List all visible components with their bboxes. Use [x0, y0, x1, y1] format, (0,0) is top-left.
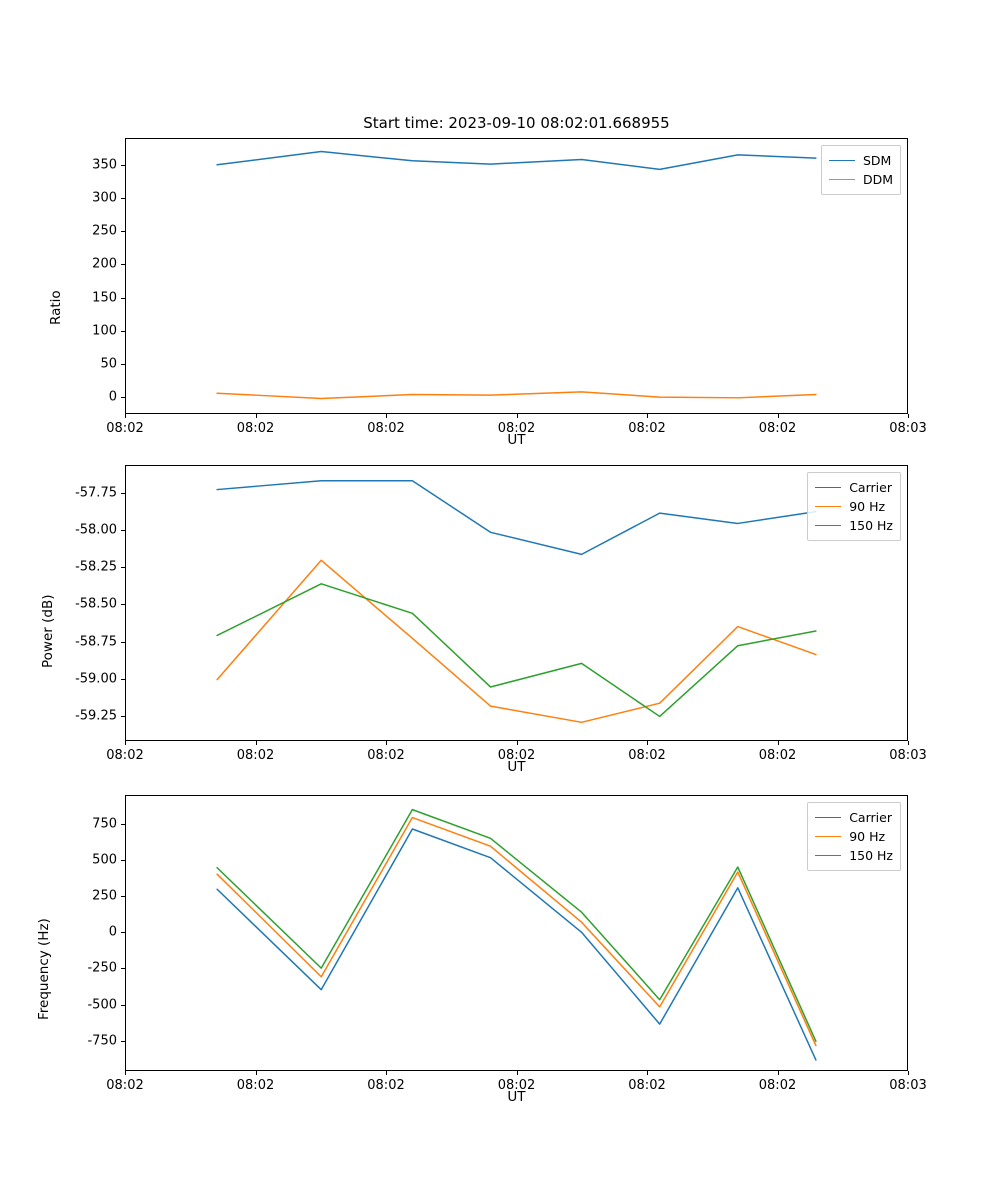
legend-swatch-icon	[815, 487, 841, 488]
x-tick-mark	[647, 741, 648, 745]
x-axis-label-power: UT	[507, 759, 526, 775]
y-tick-mark	[121, 1005, 125, 1006]
series-line	[217, 584, 816, 717]
series-line	[217, 392, 816, 399]
legend-item	[815, 497, 893, 516]
y-tick-label: -500	[87, 997, 117, 1013]
x-tick-mark	[908, 741, 909, 745]
x-tick-label: 08:02	[367, 421, 405, 436]
y-axis-label-ratio: Ratio	[48, 290, 64, 325]
x-tick-label: 08:02	[106, 1078, 144, 1093]
y-tick-mark	[121, 824, 125, 825]
axes-power	[125, 465, 908, 741]
y-tick-label: 150	[92, 290, 117, 306]
x-tick-label: 08:02	[367, 748, 405, 763]
legend-swatch-icon	[829, 179, 855, 180]
x-tick-label: 08:03	[889, 421, 927, 436]
y-tick-mark	[121, 198, 125, 199]
y-tick-label: -250	[87, 960, 117, 976]
legend-frequency	[807, 802, 901, 871]
legend-item	[829, 151, 893, 170]
y-tick-label: 350	[92, 157, 117, 173]
y-tick-label: 250	[92, 223, 117, 239]
legend-swatch-icon	[815, 506, 841, 507]
y-tick-mark	[121, 530, 125, 531]
page-title: Start time: 2023-09-10 08:02:01.668955	[363, 114, 670, 132]
x-tick-label: 08:03	[889, 748, 927, 763]
y-tick-mark	[121, 264, 125, 265]
x-tick-label: 08:02	[758, 421, 797, 436]
y-tick-label: -59.25	[75, 708, 117, 724]
y-tick-mark	[121, 364, 125, 365]
y-tick-mark	[121, 1041, 125, 1042]
y-tick-label: -750	[87, 1033, 117, 1049]
x-tick-label: 08:02	[628, 748, 666, 763]
x-axis-label-frequency: UT	[507, 1089, 526, 1105]
x-tick-label: 08:02	[497, 421, 536, 436]
series-line	[217, 560, 816, 722]
axes-ratio	[125, 138, 908, 414]
panel-frequency	[0, 770, 1000, 1110]
series-line	[217, 152, 816, 170]
plot-lines-frequency	[126, 796, 907, 1070]
legend-label: 150 Hz	[849, 518, 893, 533]
y-tick-label: 0	[108, 924, 117, 940]
x-tick-mark	[517, 1071, 518, 1075]
y-tick-label: -59.00	[75, 671, 117, 687]
legend-item	[815, 846, 893, 865]
y-tick-mark	[121, 860, 125, 861]
panel-ratio	[0, 110, 1000, 448]
legend-swatch-icon	[815, 836, 841, 837]
legend-swatch-icon	[815, 817, 841, 818]
y-tick-mark	[121, 493, 125, 494]
y-tick-label: -58.25	[75, 559, 117, 575]
series-line	[217, 818, 816, 1046]
series-line	[217, 810, 816, 1042]
x-tick-label: 08:02	[497, 748, 536, 763]
y-tick-label: 300	[92, 190, 117, 206]
y-tick-label: 100	[92, 323, 117, 339]
y-tick-mark	[121, 932, 125, 933]
x-tick-label: 08:02	[758, 1078, 797, 1093]
y-tick-label: 50	[100, 356, 117, 372]
x-tick-mark	[908, 414, 909, 418]
legend-ratio	[821, 145, 901, 195]
y-tick-label: 0	[108, 389, 117, 405]
legend-swatch-icon	[829, 160, 855, 161]
y-tick-mark	[121, 298, 125, 299]
x-tick-mark	[256, 1071, 257, 1075]
x-tick-label: 08:02	[628, 1078, 666, 1093]
x-tick-label: 08:02	[106, 748, 144, 763]
y-tick-mark	[121, 679, 125, 680]
legend-item	[815, 827, 893, 846]
y-axis-label-frequency: Frequency (Hz)	[36, 918, 52, 1020]
x-tick-mark	[386, 1071, 387, 1075]
x-tick-mark	[647, 414, 648, 418]
x-tick-mark	[256, 741, 257, 745]
y-tick-mark	[121, 397, 125, 398]
x-tick-mark	[125, 1071, 126, 1075]
legend-label: 90 Hz	[849, 829, 886, 844]
x-tick-label: 08:02	[367, 1078, 405, 1093]
y-tick-label: 200	[92, 256, 117, 272]
y-tick-mark	[121, 231, 125, 232]
x-tick-mark	[908, 1071, 909, 1075]
legend-label: 90 Hz	[849, 499, 886, 514]
x-tick-label: 08:02	[236, 1078, 275, 1093]
legend-label: Carrier	[849, 480, 892, 495]
x-tick-label: 08:02	[758, 748, 797, 763]
x-tick-mark	[125, 414, 126, 418]
legend-swatch-icon	[815, 525, 841, 526]
panel-power	[0, 440, 1000, 775]
x-tick-mark	[778, 1071, 779, 1075]
x-tick-label: 08:02	[236, 748, 275, 763]
legend-power	[807, 472, 901, 541]
x-tick-mark	[647, 1071, 648, 1075]
plot-lines-power	[126, 466, 907, 740]
legend-label: DDM	[862, 172, 893, 187]
y-tick-label: 750	[92, 816, 117, 832]
x-tick-mark	[517, 414, 518, 418]
series-line	[217, 829, 816, 1060]
y-tick-label: 250	[92, 888, 117, 904]
y-tick-mark	[121, 896, 125, 897]
y-tick-label: -58.00	[75, 522, 117, 538]
y-tick-mark	[121, 716, 125, 717]
x-tick-mark	[778, 741, 779, 745]
x-tick-label: 08:02	[106, 421, 144, 436]
y-tick-label: -58.75	[75, 634, 117, 650]
y-tick-mark	[121, 968, 125, 969]
legend-swatch-icon	[815, 855, 841, 856]
x-tick-mark	[386, 741, 387, 745]
legend-item	[815, 478, 893, 497]
plot-lines-ratio	[126, 139, 907, 413]
legend-item	[815, 808, 893, 827]
legend-item	[815, 516, 893, 535]
y-tick-mark	[121, 331, 125, 332]
legend-label: Carrier	[849, 810, 892, 825]
y-tick-mark	[121, 165, 125, 166]
y-tick-mark	[121, 567, 125, 568]
x-tick-mark	[517, 741, 518, 745]
y-tick-label: -57.75	[75, 485, 117, 501]
y-tick-label: -58.50	[75, 596, 117, 612]
legend-item	[829, 170, 893, 189]
legend-label: 150 Hz	[849, 848, 893, 863]
x-tick-label: 08:02	[497, 1078, 536, 1093]
y-axis-label-power: Power (dB)	[40, 594, 56, 668]
axes-frequency	[125, 795, 908, 1071]
x-tick-mark	[125, 741, 126, 745]
x-tick-mark	[256, 414, 257, 418]
y-tick-label: 500	[92, 852, 117, 868]
x-axis-label-ratio: UT	[507, 432, 526, 448]
series-line	[217, 481, 816, 555]
x-tick-mark	[386, 414, 387, 418]
x-tick-label: 08:02	[628, 421, 666, 436]
y-tick-mark	[121, 604, 125, 605]
y-tick-mark	[121, 642, 125, 643]
x-tick-mark	[778, 414, 779, 418]
legend-label: SDM	[862, 153, 892, 168]
x-tick-label: 08:02	[236, 421, 275, 436]
x-tick-label: 08:03	[889, 1078, 927, 1093]
